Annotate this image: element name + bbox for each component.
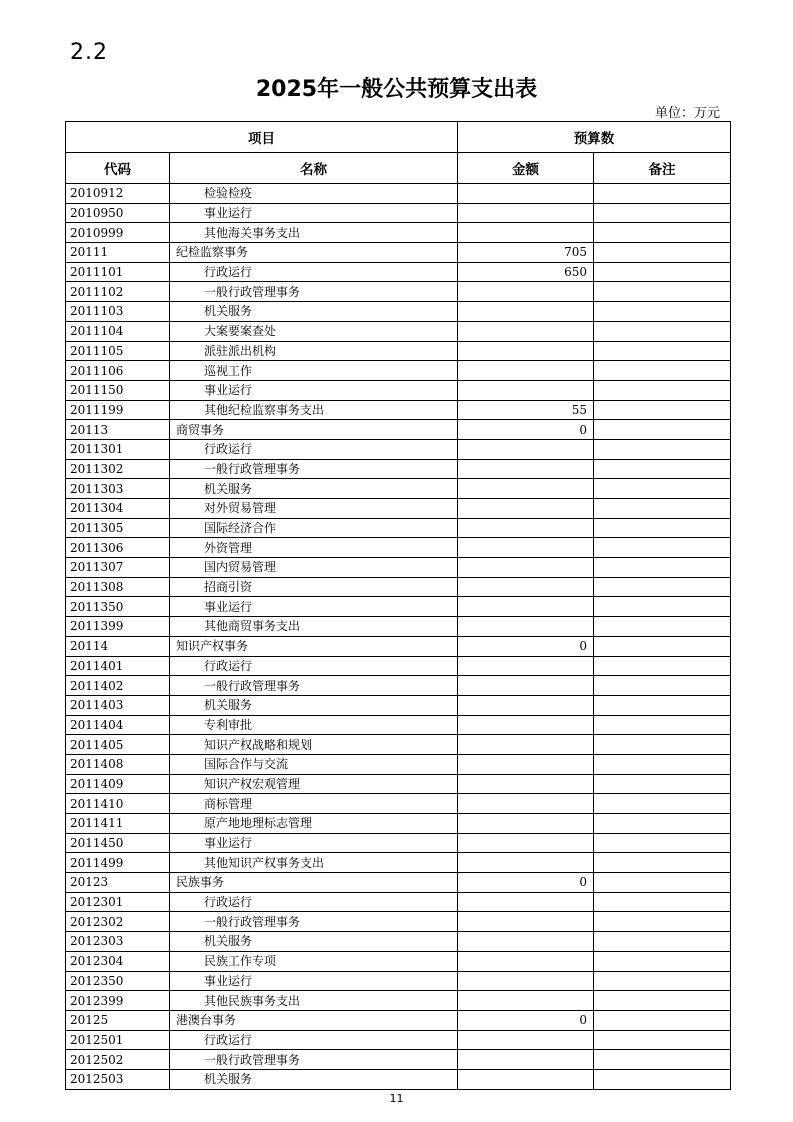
code-cell: 2011306 — [66, 538, 170, 558]
note-cell — [594, 184, 731, 204]
note-cell — [594, 479, 731, 499]
note-cell — [594, 1010, 731, 1030]
table-row — [66, 971, 731, 991]
amount-cell — [458, 499, 594, 519]
code-cell: 2012304 — [66, 951, 170, 971]
amount-cell — [458, 676, 594, 696]
table-row — [66, 341, 731, 361]
amount-cell — [458, 1069, 594, 1089]
budget-table — [65, 121, 731, 1090]
code-cell: 2010950 — [66, 203, 170, 223]
amount-cell — [458, 439, 594, 459]
code-cell: 2011410 — [66, 794, 170, 814]
code-cell: 2011408 — [66, 754, 170, 774]
note-cell — [594, 223, 731, 243]
name-cell: 行政运行 — [170, 1030, 458, 1050]
name-cell: 国际经济合作 — [170, 518, 458, 538]
table-row — [66, 499, 731, 519]
table-row — [66, 1030, 731, 1050]
amount-cell — [458, 695, 594, 715]
table-row — [66, 774, 731, 794]
note-cell — [594, 991, 731, 1011]
name-cell: 知识产权事务 — [170, 636, 458, 656]
table-row — [66, 833, 731, 853]
note-cell — [594, 518, 731, 538]
code-cell: 20125 — [66, 1010, 170, 1030]
note-cell — [594, 932, 731, 952]
note-cell — [594, 695, 731, 715]
amount-cell — [458, 991, 594, 1011]
code-cell: 20123 — [66, 873, 170, 893]
note-cell — [594, 814, 731, 834]
code-cell: 2011409 — [66, 774, 170, 794]
note-cell — [594, 439, 731, 459]
amount-cell — [458, 203, 594, 223]
amount-cell — [458, 479, 594, 499]
note-cell — [594, 833, 731, 853]
name-cell: 招商引资 — [170, 577, 458, 597]
note-cell — [594, 754, 731, 774]
name-cell: 一般行政管理事务 — [170, 1050, 458, 1070]
code-cell: 20114 — [66, 636, 170, 656]
page-title: 2025年一般公共预算支出表 — [255, 77, 538, 102]
name-cell: 机关服务 — [170, 302, 458, 322]
code-cell: 2011104 — [66, 321, 170, 341]
table-row — [66, 695, 731, 715]
name-cell: 派驻派出机构 — [170, 341, 458, 361]
name-cell: 民族事务 — [170, 873, 458, 893]
name-cell: 其他海关事务支出 — [170, 223, 458, 243]
name-cell: 行政运行 — [170, 892, 458, 912]
name-cell: 事业运行 — [170, 203, 458, 223]
table-row — [66, 518, 731, 538]
table-row — [66, 715, 731, 735]
name-cell: 其他知识产权事务支出 — [170, 853, 458, 873]
amount-cell — [458, 853, 594, 873]
amount-cell — [458, 715, 594, 735]
amount-cell — [458, 774, 594, 794]
code-cell: 2012350 — [66, 971, 170, 991]
table-row — [66, 479, 731, 499]
note-cell — [594, 459, 731, 479]
amount-cell — [458, 735, 594, 755]
code-cell: 2011411 — [66, 814, 170, 834]
code-cell: 2011350 — [66, 597, 170, 617]
table-row — [66, 912, 731, 932]
table-row — [66, 282, 731, 302]
name-cell: 港澳台事务 — [170, 1010, 458, 1030]
name-cell: 一般行政管理事务 — [170, 676, 458, 696]
amount-cell — [458, 754, 594, 774]
code-cell: 2011401 — [66, 656, 170, 676]
name-cell: 商贸事务 — [170, 420, 458, 440]
table-row — [66, 754, 731, 774]
table-row — [66, 538, 731, 558]
amount-cell — [458, 932, 594, 952]
amount-cell — [458, 833, 594, 853]
amount-cell: 705 — [458, 243, 594, 263]
amount-cell — [458, 892, 594, 912]
amount-cell — [458, 184, 594, 204]
table-row — [66, 951, 731, 971]
table-row — [66, 361, 731, 381]
table-row — [66, 1050, 731, 1070]
code-cell: 2011106 — [66, 361, 170, 381]
table-row — [66, 991, 731, 1011]
note-cell — [594, 420, 731, 440]
header-item-group: 项目 — [66, 122, 458, 153]
code-cell: 2012503 — [66, 1069, 170, 1089]
name-cell: 商标管理 — [170, 794, 458, 814]
table-row — [66, 794, 731, 814]
code-cell: 2011499 — [66, 853, 170, 873]
header-group-row — [66, 122, 731, 153]
code-cell: 2010999 — [66, 223, 170, 243]
note-cell — [594, 912, 731, 932]
amount-cell — [458, 459, 594, 479]
note-cell — [594, 774, 731, 794]
table-row — [66, 262, 731, 282]
note-cell — [594, 1050, 731, 1070]
amount-cell — [458, 380, 594, 400]
name-cell: 其他民族事务支出 — [170, 991, 458, 1011]
note-cell — [594, 735, 731, 755]
code-cell: 2012501 — [66, 1030, 170, 1050]
note-cell — [594, 262, 731, 282]
amount-cell — [458, 951, 594, 971]
code-cell: 2011303 — [66, 479, 170, 499]
amount-cell — [458, 282, 594, 302]
name-cell: 巡视工作 — [170, 361, 458, 381]
note-cell — [594, 597, 731, 617]
note-cell — [594, 361, 731, 381]
code-cell: 2012301 — [66, 892, 170, 912]
amount-cell — [458, 912, 594, 932]
table-row — [66, 617, 731, 637]
name-cell: 行政运行 — [170, 262, 458, 282]
table-row — [66, 577, 731, 597]
code-cell: 2011404 — [66, 715, 170, 735]
name-cell: 一般行政管理事务 — [170, 912, 458, 932]
header-note: 备注 — [594, 153, 731, 184]
name-cell: 其他商贸事务支出 — [170, 617, 458, 637]
amount-cell: 0 — [458, 1010, 594, 1030]
code-cell: 2011399 — [66, 617, 170, 637]
code-cell: 2011305 — [66, 518, 170, 538]
name-cell: 一般行政管理事务 — [170, 459, 458, 479]
table-row — [66, 223, 731, 243]
code-cell: 2012303 — [66, 932, 170, 952]
name-cell: 大案要案查处 — [170, 321, 458, 341]
name-cell: 一般行政管理事务 — [170, 282, 458, 302]
amount-cell — [458, 971, 594, 991]
name-cell: 对外贸易管理 — [170, 499, 458, 519]
code-cell: 2011301 — [66, 439, 170, 459]
table-row — [66, 873, 731, 893]
name-cell: 事业运行 — [170, 971, 458, 991]
code-cell: 2011199 — [66, 400, 170, 420]
table-row — [66, 1010, 731, 1030]
note-cell — [594, 636, 731, 656]
header-amount: 金额 — [458, 153, 594, 184]
note-cell — [594, 203, 731, 223]
name-cell: 其他纪检监察事务支出 — [170, 400, 458, 420]
name-cell: 行政运行 — [170, 656, 458, 676]
note-cell — [594, 302, 731, 322]
header-column-row — [66, 153, 731, 184]
table-row — [66, 892, 731, 912]
amount-cell — [458, 341, 594, 361]
note-cell — [594, 341, 731, 361]
code-cell: 2011307 — [66, 558, 170, 578]
amount-cell: 650 — [458, 262, 594, 282]
amount-cell — [458, 597, 594, 617]
note-cell — [594, 1069, 731, 1089]
note-cell — [594, 538, 731, 558]
amount-cell: 55 — [458, 400, 594, 420]
note-cell — [594, 617, 731, 637]
table-row — [66, 814, 731, 834]
note-cell — [594, 656, 731, 676]
code-cell: 2011405 — [66, 735, 170, 755]
header-code: 代码 — [66, 153, 170, 184]
header-budget-group: 预算数 — [458, 122, 731, 153]
note-cell — [594, 400, 731, 420]
name-cell: 机关服务 — [170, 695, 458, 715]
note-cell — [594, 321, 731, 341]
code-cell: 2012399 — [66, 991, 170, 1011]
name-cell: 原产地地理标志管理 — [170, 814, 458, 834]
code-cell: 2011103 — [66, 302, 170, 322]
amount-cell: 0 — [458, 420, 594, 440]
note-cell — [594, 380, 731, 400]
code-cell: 2011308 — [66, 577, 170, 597]
code-cell: 2011403 — [66, 695, 170, 715]
amount-cell — [458, 518, 594, 538]
code-cell: 20111 — [66, 243, 170, 263]
table-row — [66, 932, 731, 952]
name-cell: 知识产权战略和规划 — [170, 735, 458, 755]
note-cell — [594, 794, 731, 814]
unit-label: 单位：万元 — [654, 106, 720, 121]
header-name: 名称 — [170, 153, 458, 184]
table-row — [66, 735, 731, 755]
code-cell: 2011402 — [66, 676, 170, 696]
note-cell — [594, 558, 731, 578]
amount-cell — [458, 617, 594, 637]
note-cell — [594, 971, 731, 991]
amount-cell — [458, 814, 594, 834]
code-cell: 2010912 — [66, 184, 170, 204]
table-row — [66, 853, 731, 873]
code-cell: 2011450 — [66, 833, 170, 853]
table-row — [66, 420, 731, 440]
table-row — [66, 459, 731, 479]
amount-cell — [458, 361, 594, 381]
note-cell — [594, 951, 731, 971]
amount-cell — [458, 1030, 594, 1050]
note-cell — [594, 853, 731, 873]
section-number: 2.2 — [70, 40, 108, 65]
page-number: 11 — [389, 1092, 404, 1105]
name-cell: 机关服务 — [170, 932, 458, 952]
name-cell: 民族工作专项 — [170, 951, 458, 971]
name-cell: 事业运行 — [170, 597, 458, 617]
table-row — [66, 1069, 731, 1089]
amount-cell — [458, 223, 594, 243]
table-row — [66, 302, 731, 322]
amount-cell: 0 — [458, 636, 594, 656]
amount-cell — [458, 538, 594, 558]
note-cell — [594, 282, 731, 302]
note-cell — [594, 873, 731, 893]
name-cell: 国内贸易管理 — [170, 558, 458, 578]
code-cell: 2012502 — [66, 1050, 170, 1070]
code-cell: 2011105 — [66, 341, 170, 361]
name-cell: 机关服务 — [170, 479, 458, 499]
table-row — [66, 321, 731, 341]
name-cell: 国际合作与交流 — [170, 754, 458, 774]
name-cell: 外资管理 — [170, 538, 458, 558]
note-cell — [594, 676, 731, 696]
table-row — [66, 203, 731, 223]
code-cell: 2012302 — [66, 912, 170, 932]
amount-cell — [458, 302, 594, 322]
table-row — [66, 380, 731, 400]
table-row — [66, 636, 731, 656]
table-row — [66, 656, 731, 676]
amount-cell — [458, 656, 594, 676]
note-cell — [594, 715, 731, 735]
name-cell: 机关服务 — [170, 1069, 458, 1089]
table-row — [66, 558, 731, 578]
code-cell: 2011304 — [66, 499, 170, 519]
amount-cell — [458, 577, 594, 597]
table-row — [66, 439, 731, 459]
table-row — [66, 676, 731, 696]
amount-cell: 0 — [458, 873, 594, 893]
note-cell — [594, 499, 731, 519]
table-row — [66, 400, 731, 420]
amount-cell — [458, 321, 594, 341]
name-cell: 事业运行 — [170, 833, 458, 853]
note-cell — [594, 892, 731, 912]
code-cell: 2011150 — [66, 380, 170, 400]
code-cell: 2011101 — [66, 262, 170, 282]
note-cell — [594, 243, 731, 263]
code-cell: 2011302 — [66, 459, 170, 479]
name-cell: 知识产权宏观管理 — [170, 774, 458, 794]
table-row — [66, 597, 731, 617]
table-row — [66, 184, 731, 204]
note-cell — [594, 577, 731, 597]
name-cell: 检验检疫 — [170, 184, 458, 204]
code-cell: 2011102 — [66, 282, 170, 302]
note-cell — [594, 1030, 731, 1050]
amount-cell — [458, 794, 594, 814]
name-cell: 行政运行 — [170, 439, 458, 459]
code-cell: 20113 — [66, 420, 170, 440]
name-cell: 纪检监察事务 — [170, 243, 458, 263]
amount-cell — [458, 558, 594, 578]
table-row — [66, 243, 731, 263]
name-cell: 事业运行 — [170, 380, 458, 400]
table-body — [66, 184, 731, 1090]
name-cell: 专利审批 — [170, 715, 458, 735]
table-header — [66, 122, 731, 184]
amount-cell — [458, 1050, 594, 1070]
